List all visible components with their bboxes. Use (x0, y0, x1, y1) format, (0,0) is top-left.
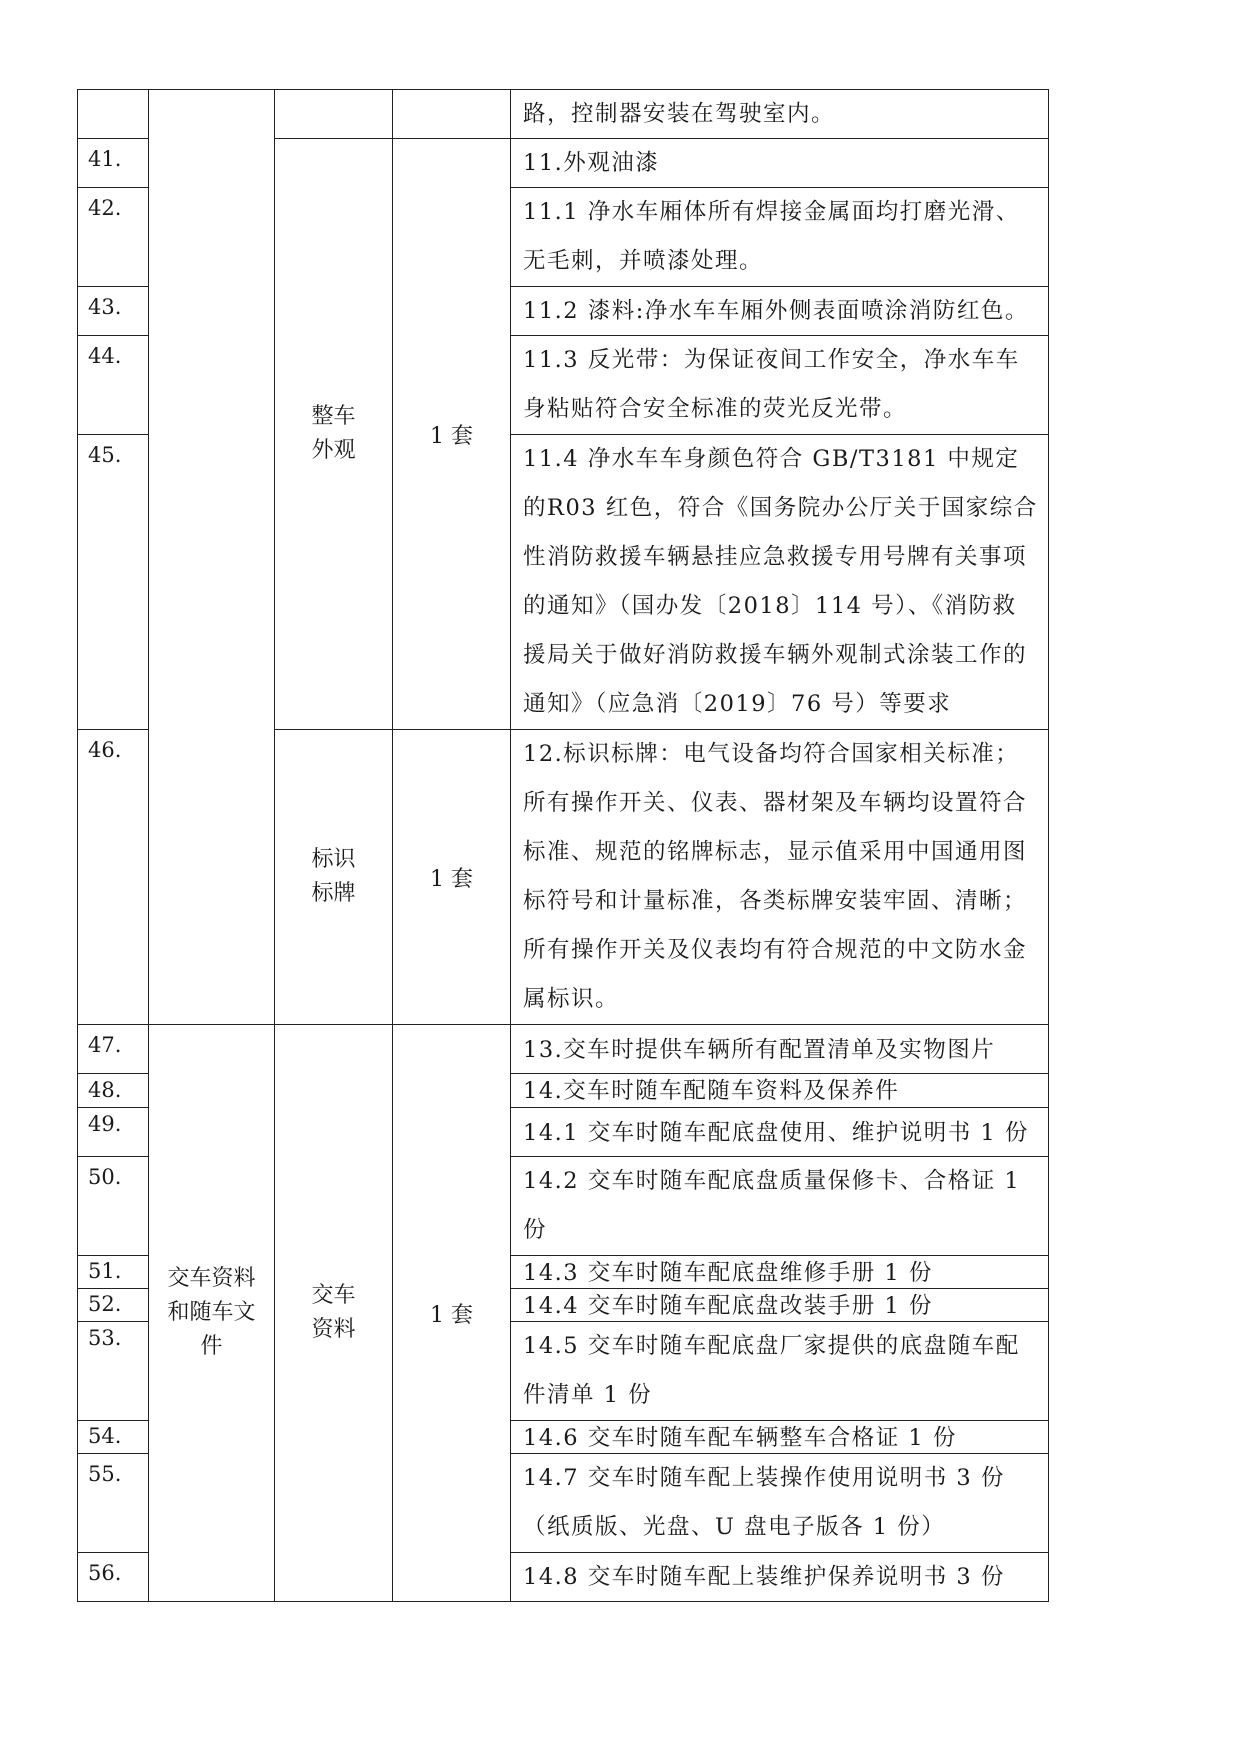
row-number: 46. (78, 730, 149, 1025)
item-name-signage: 标识标牌 (275, 730, 393, 1025)
row-number: 51. (78, 1256, 149, 1289)
qty-exterior: 1 套 (393, 139, 511, 730)
row-description: 11.4 净水车车身颜色符合 GB/T3181 中规定的R03 红色，符合《国务院办公厅关于国家综合性消防救援车辆悬挂应急救援专用号牌有关事项的通知》（国办发〔2018〕114 号）、《消防救援局关于做好消防救援车辆外观制式涂装工作的通知》（应急消〔2019〕76 号）等要求 (511, 435, 1049, 730)
row-number (78, 90, 149, 139)
row-number: 44. (78, 336, 149, 435)
row-description: 11.1 净水车厢体所有焊接金属面均打磨光滑、无毛刺，并喷漆处理。 (511, 188, 1049, 287)
row-number: 45. (78, 435, 149, 730)
table-row (78, 1025, 1049, 1074)
qty-signage: 1 套 (393, 730, 511, 1025)
item-name-exterior: 整车外观 (275, 139, 393, 730)
row-description: 13.交车时提供车辆所有配置清单及实物图片 (511, 1025, 1049, 1074)
row-number: 41. (78, 139, 149, 188)
spec-table (77, 89, 1049, 1602)
row-description: 14.4 交车时随车配底盘改装手册 1 份 (511, 1289, 1049, 1322)
row-number: 42. (78, 188, 149, 287)
qty-delivery: 1 套 (393, 1025, 511, 1602)
item-name-delivery: 交车资料 (275, 1025, 393, 1602)
category-cell-empty (149, 90, 275, 1025)
row-number: 52. (78, 1289, 149, 1322)
row-description: 14.6 交车时随车配车辆整车合格证 1 份 (511, 1421, 1049, 1454)
row-number: 50. (78, 1157, 149, 1256)
row-description: 11.外观油漆 (511, 139, 1049, 188)
row-number: 43. (78, 287, 149, 336)
row-description: 12.标识标牌：电气设备均符合国家相关标准；所有操作开关、仪表、器材架及车辆均设置符合标准、规范的铭牌标志，显示值采用中国通用图标符号和计量标准，各类标牌安装牢固、清晰；所有操作开关及仪表均有符合规范的中文防水金属标识。 (511, 730, 1049, 1025)
row-description: 11.2 漆料:净水车车厢外侧表面喷涂消防红色。 (511, 287, 1049, 336)
row-number: 56. (78, 1553, 149, 1602)
row-description: 14.交车时随车配随车资料及保养件 (511, 1074, 1049, 1108)
item-cell-empty (275, 90, 393, 139)
qty-cell-empty (393, 90, 511, 139)
row-number: 55. (78, 1454, 149, 1553)
row-description: 14.8 交车时随车配上装维护保养说明书 3 份 (511, 1553, 1049, 1602)
row-description: 14.2 交车时随车配底盘质量保修卡、合格证 1 份 (511, 1157, 1049, 1256)
row-number: 49. (78, 1108, 149, 1157)
row-number: 48. (78, 1074, 149, 1108)
row-description: 14.7 交车时随车配上装操作使用说明书 3 份（纸质版、光盘、U 盘电子版各 1 份） (511, 1454, 1049, 1553)
row-description: 14.3 交车时随车配底盘维修手册 1 份 (511, 1256, 1049, 1289)
table-row (78, 90, 1049, 139)
row-description: 14.1 交车时随车配底盘使用、维护说明书 1 份 (511, 1108, 1049, 1157)
row-description: 11.3 反光带：为保证夜间工作安全，净水车车身粘贴符合安全标准的荧光反光带。 (511, 336, 1049, 435)
row-number: 53. (78, 1322, 149, 1421)
row-description: 路，控制器安装在驾驶室内。 (511, 90, 1049, 139)
category-delivery: 交车资料和随车文件 (149, 1025, 275, 1602)
row-description: 14.5 交车时随车配底盘厂家提供的底盘随车配件清单 1 份 (511, 1322, 1049, 1421)
row-number: 54. (78, 1421, 149, 1454)
row-number: 47. (78, 1025, 149, 1074)
